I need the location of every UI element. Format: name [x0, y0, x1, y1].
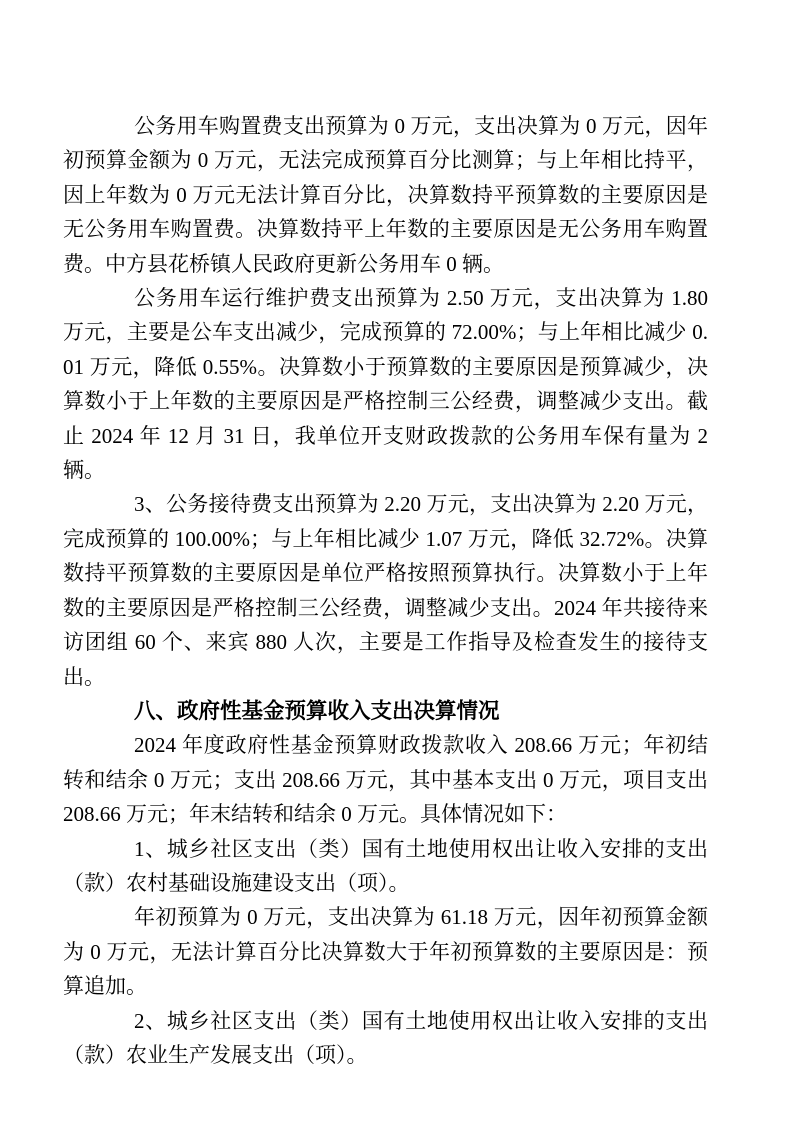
paragraph-official-reception-expense: 3、公务接待费支出预算为 2.20 万元，支出决算为 2.20 万元，完成预算的 100.00%；与上年相比减少 1.07 万元，降低 32.72%。决算数持平预算数的主要原因是单位严格按照预算执行。决算数小于上年数的主要原因是严格控制三公经费，调整减少支出。2024 年共接待来访团组 60 个、来宾 880 人次，主要是工作指导及检查发生的接待支出。	[63, 492, 708, 689]
paragraph-fund-budget-overview: 2024 年度政府性基金预算财政拨款收入 208.66 万元；年初结转和结余 0 万元；支出 208.66 万元，其中基本支出 0 万元，项目支出 208.66 万元；年末结转和结余 0 万元。具体情况如下：	[63, 733, 708, 827]
section-heading-government-fund-budget: 八、政府性基金预算收入支出决算情况	[134, 698, 500, 723]
paragraph-vehicle-purchase-expense: 公务用车购置费支出预算为 0 万元，支出决算为 0 万元，因年初预算金额为 0 万元，无法完成预算百分比测算；与上年相比持平，因上年数为 0 万元无法计算百分比，决算数持平预算数的主要原因是无公务用车购置费。决算数持平上年数的主要原因是无公务用车购置费。中方县花桥镇人民政府更新公务用车 0 辆。	[63, 114, 708, 276]
paragraph-item-1-budget-detail: 年初预算为 0 万元，支出决算为 61.18 万元，因年初预算金额为 0 万元，无法计算百分比决算数大于年初预算数的主要原因是：预算追加。	[63, 905, 708, 999]
document-text-block	[63, 109, 708, 1072]
paragraph-item-1-rural-infrastructure: 1、城乡社区支出（类）国有土地使用权出让收入安排的支出（款）农村基础设施建设支出（项）。	[63, 836, 708, 895]
paragraph-item-2-agriculture-development: 2、城乡社区支出（类）国有土地使用权出让收入安排的支出（款）农业生产发展支出（项）。	[63, 1008, 708, 1067]
paragraph-vehicle-maintenance-expense: 公务用车运行维护费支出预算为 2.50 万元，支出决算为 1.80 万元，主要是公车支出减少，完成预算的 72.00%；与上年相比减少 0.01 万元，降低 0.55%。决算数小于预算数的主要原因是预算减少，决算数小于上年数的主要原因是严格控制三公经费，调整减少支出。截止 2024 年 12 月 31 日，我单位开支财政拨款的公务用车保有量为 2 辆。	[63, 286, 708, 483]
